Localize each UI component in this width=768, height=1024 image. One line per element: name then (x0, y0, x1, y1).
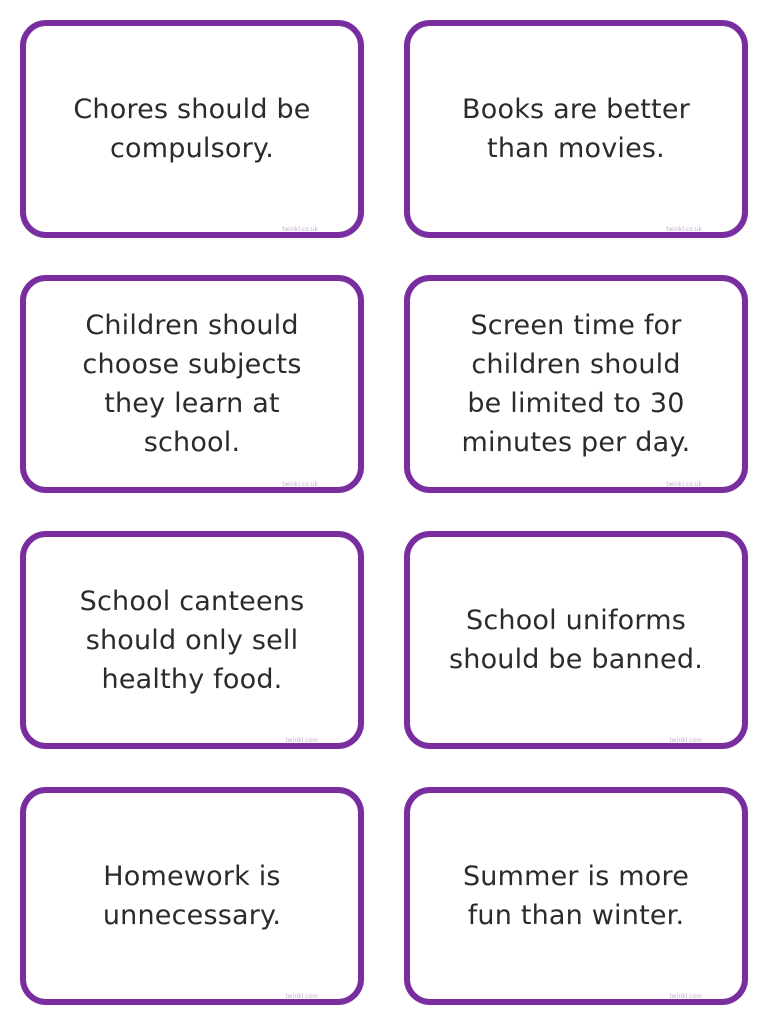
debate-card (404, 787, 748, 1005)
card-footer-watermark: twinkl.co.uk (282, 226, 318, 233)
card-footer-watermark: twinkl.co.uk (282, 481, 318, 488)
debate-card (20, 531, 364, 749)
debate-card (20, 20, 364, 238)
card-statement: School uniforms should be banned. (448, 605, 703, 675)
card-footer-watermark: twinkl.com (285, 993, 318, 1000)
card-footer-watermark: twinkl.com (285, 737, 318, 744)
card-statement: Screen time for children should be limited to 30 minutes per day. (461, 310, 691, 458)
card-statement: Chores should be compulsory. (73, 94, 311, 164)
debate-card (404, 275, 748, 493)
card-statement: School canteens should only sell healthy food. (79, 585, 305, 695)
card-statement: Summer is more fun than winter. (462, 861, 690, 931)
card-footer-watermark: twinkl.com (669, 993, 702, 1000)
card-statement: Children should choose subjects they learn at school. (82, 310, 302, 458)
debate-card (20, 275, 364, 493)
card-statement: Books are better than movies. (462, 94, 690, 164)
debate-card (404, 531, 748, 749)
card-statement: Homework is unnecessary. (102, 861, 282, 931)
card-footer-watermark: twinkl.com (669, 737, 702, 744)
debate-card (404, 20, 748, 238)
debate-card (20, 787, 364, 1005)
card-footer-watermark: twinkl.co.uk (666, 481, 702, 488)
card-footer-watermark: twinkl.co.uk (666, 226, 702, 233)
